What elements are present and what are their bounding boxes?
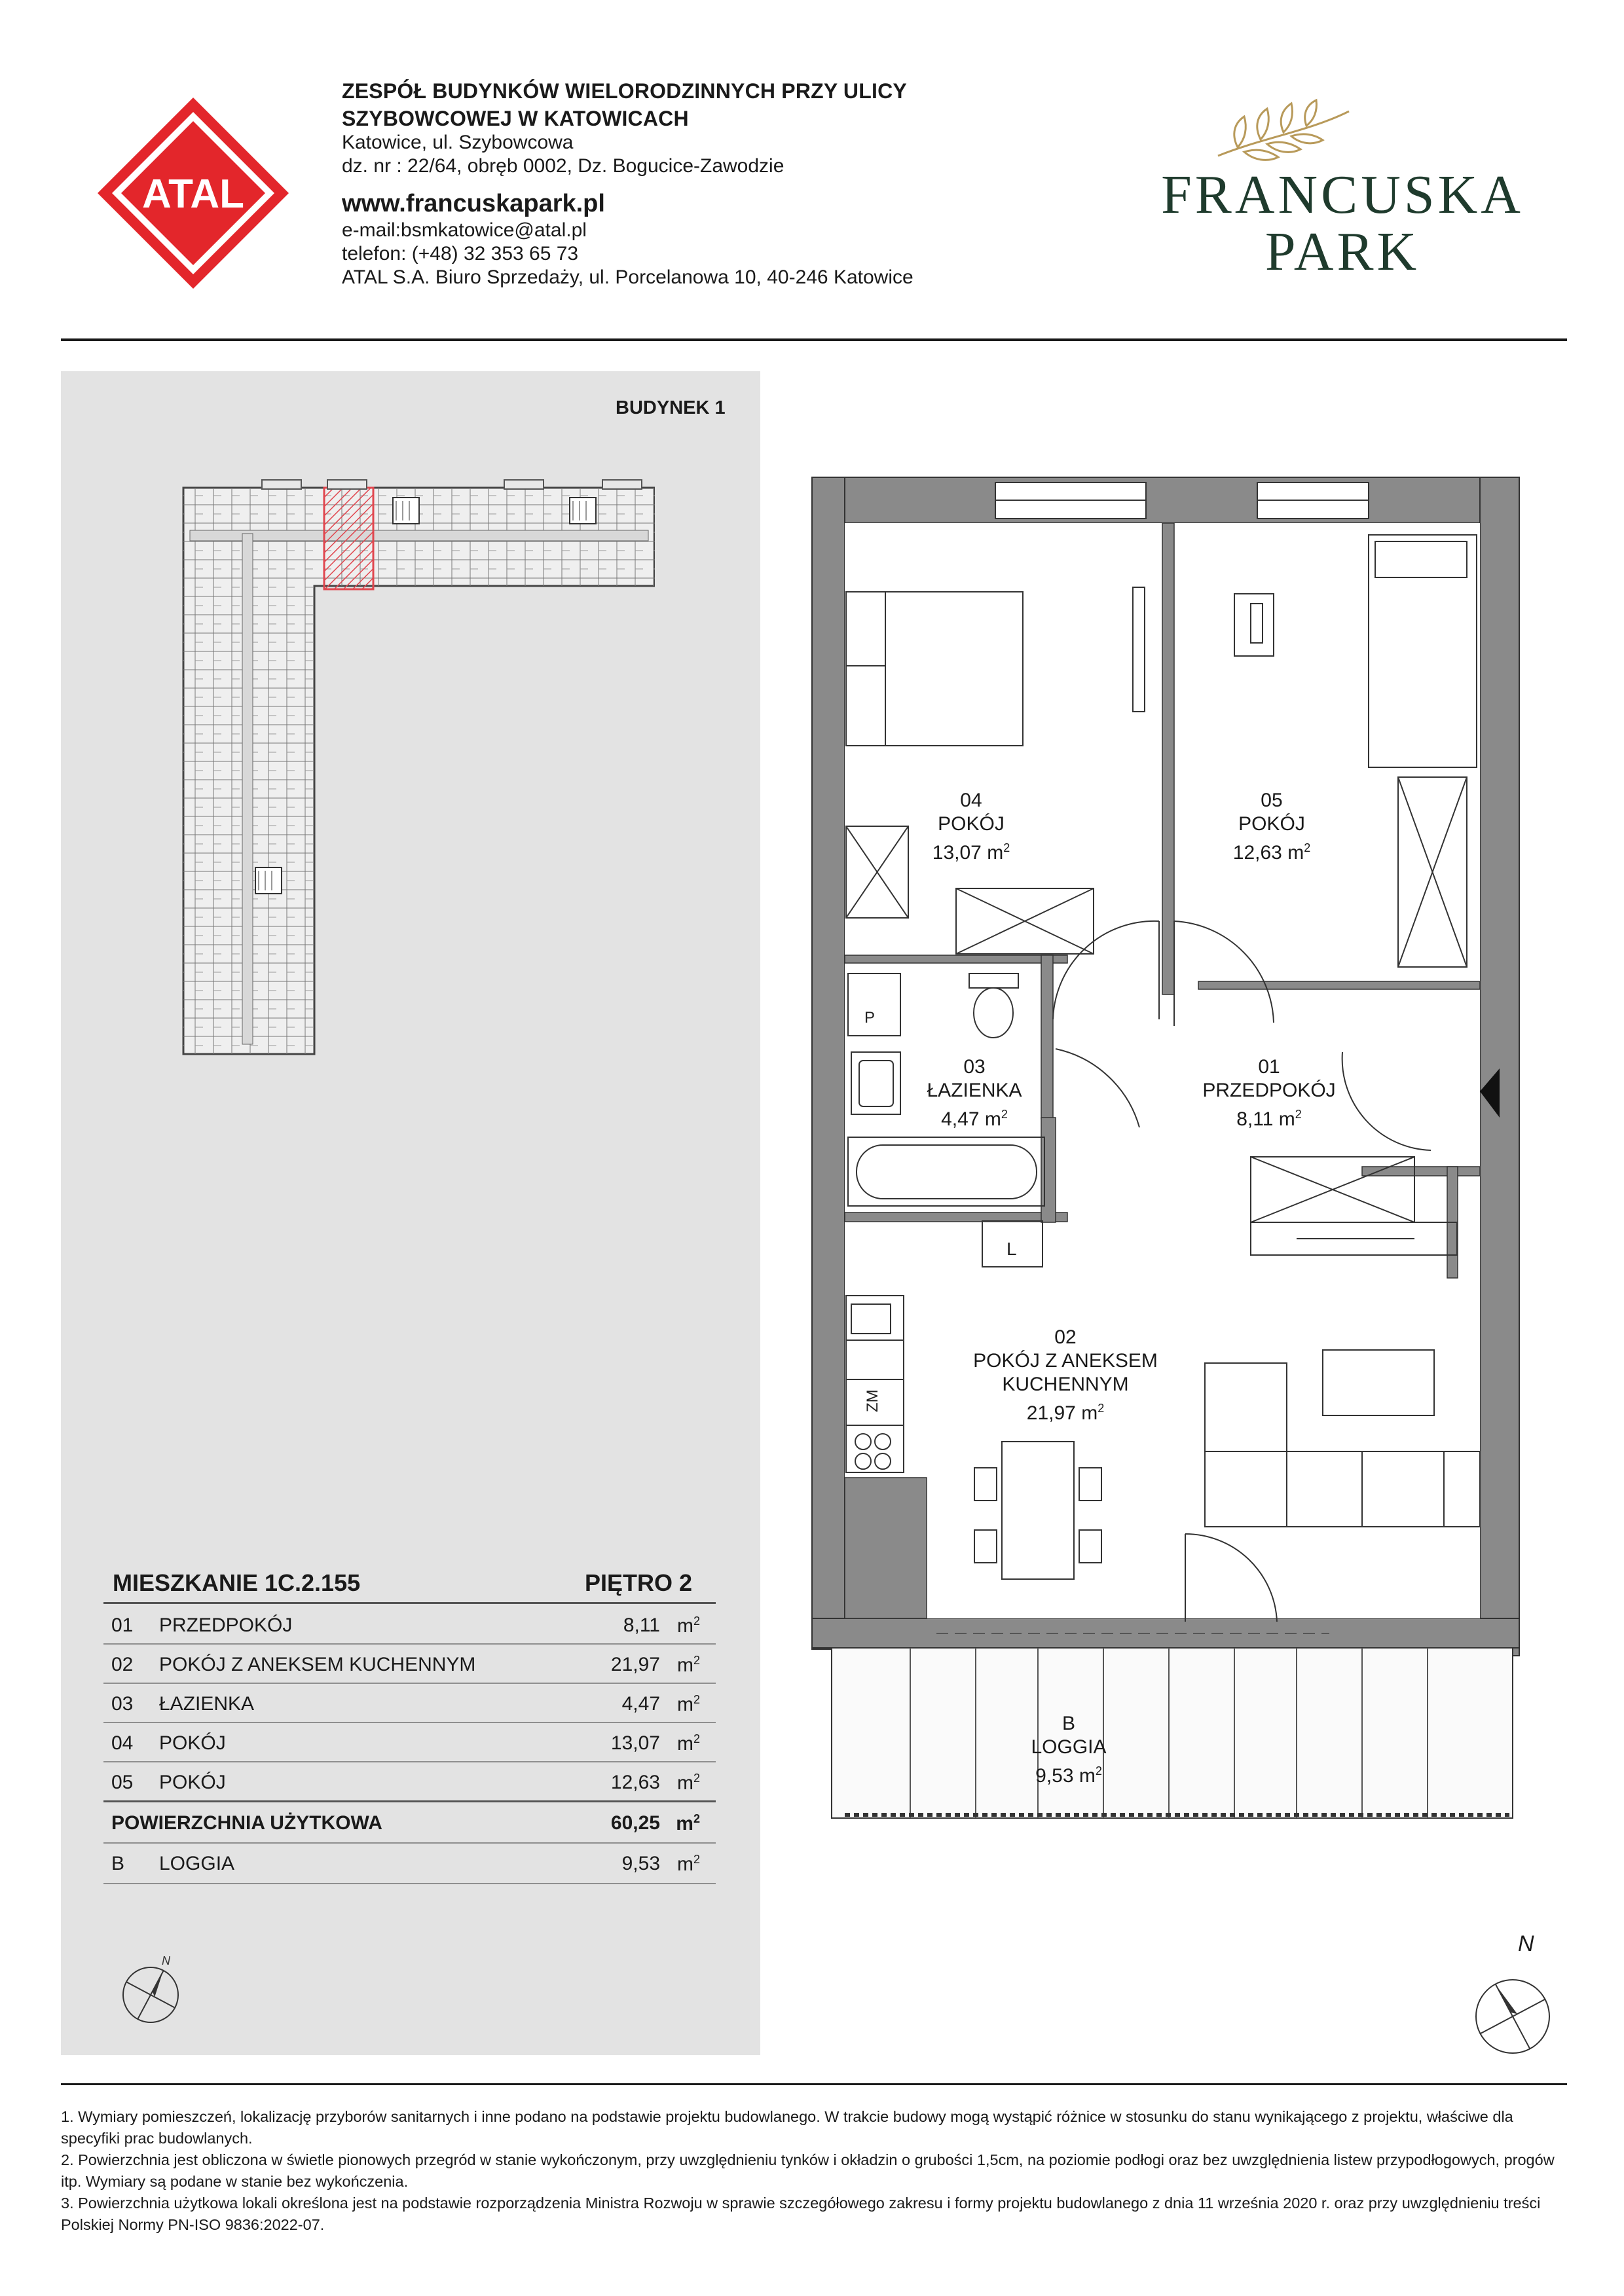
row-unit: $m^2$ xyxy=(676,1693,700,1715)
footnote: 1. Wymiary pomieszczeń, lokalizację przyborów sanitarnych i inne podano na podstawie projektu budowlanego. W trakcie budowy mogą wystąpić różnice w stosunku do stanu wynikającego z projektu, właściwe dla specyfiki prac budowlanych. xyxy=(61,2108,1513,2147)
row-unit: $m^2$ xyxy=(676,1614,700,1637)
north-label: N xyxy=(162,1954,170,1967)
footer-divider xyxy=(61,2083,1567,2085)
row-name: POKÓJ Z ANEKSEM KUCHENNYM xyxy=(159,1654,476,1675)
row-number: 02 xyxy=(111,1654,134,1675)
phone-number: telefon: (+48) 32 353 65 73 xyxy=(342,243,579,264)
row-name: PRZEDPOKÓJ xyxy=(159,1614,293,1636)
total-unit: $m^2$ xyxy=(676,1812,700,1834)
table-row xyxy=(103,1684,716,1722)
row-area: 21,97 xyxy=(610,1654,660,1675)
project-parcel: dz. nr : 22/64, obręb 0002, Dz. Bogucice-Zawodzie xyxy=(342,155,784,177)
table-row xyxy=(103,1844,716,1882)
room-04-label: 04 POKÓJ 13,07 $m^2$ xyxy=(932,790,1010,864)
loggia xyxy=(832,1648,1513,1818)
website-link[interactable]: www.francuskapark.pl xyxy=(342,190,605,217)
footnote: 2. Powierzchnia jest obliczona w świetle pionowych przegród w stanie wykończonym, przy uwzględnieniu tynków i okładzin o grubości 1,5cm, na poziomie podłogi oraz bez uwzględnienia listew przypodłogowych, progów itp. Wymiary są podane w stanie bez wykończenia. xyxy=(61,2151,1555,2190)
row-area: 8,11 xyxy=(623,1614,660,1636)
apartment-floor-plan xyxy=(805,469,1539,1831)
francuska-park-logo xyxy=(1153,98,1532,282)
project-title-line1: ZESPÓŁ BUDYNKÓW WIELORODZINNYCH PRZY ULICY xyxy=(342,79,907,103)
atal-logo xyxy=(95,95,291,291)
fridge-label: ZM xyxy=(864,1389,881,1412)
sales-office: ATAL S.A. Biuro Sprzedaży, ul. Porcelanowa 10, 40-246 Katowice xyxy=(342,266,913,288)
table-row xyxy=(103,1762,716,1800)
p-label: P xyxy=(864,1009,876,1027)
table-total-row xyxy=(103,1803,716,1841)
row-area: 13,07 xyxy=(610,1732,660,1754)
row-number: 01 xyxy=(111,1614,134,1636)
total-label: POWIERZCHNIA UŻYTKOWA xyxy=(111,1812,382,1834)
project-title xyxy=(342,77,907,132)
row-number: 04 xyxy=(111,1732,134,1754)
row-area: 12,63 xyxy=(610,1772,660,1793)
compass-icon xyxy=(1470,1974,1555,2059)
row-unit: $m^2$ xyxy=(676,1853,700,1875)
brand-name-line1: FRANCUSKA xyxy=(1161,164,1524,225)
row-name: ŁAZIENKA xyxy=(159,1693,255,1715)
table-bottom-rule xyxy=(103,1883,716,1884)
table-row xyxy=(103,1645,716,1683)
row-unit: $m^2$ xyxy=(676,1732,700,1755)
row-unit: $m^2$ xyxy=(676,1772,700,1794)
project-address: Katowice, ul. Szybowcowa xyxy=(342,132,574,153)
row-number: 05 xyxy=(111,1772,134,1793)
table-row xyxy=(103,1723,716,1761)
room-05-label: 05 POKÓJ 12,63 $m^2$ xyxy=(1232,790,1311,864)
footnotes xyxy=(61,2106,1567,2236)
row-area: 4,47 xyxy=(621,1693,660,1715)
room-b-label: B LOGGIA 9,53 $m^2$ xyxy=(1031,1713,1107,1787)
table-rule xyxy=(103,1800,716,1802)
room-03-label: 03 ŁAZIENKA 4,47 $m^2$ xyxy=(927,1056,1022,1130)
row-name: LOGGIA xyxy=(159,1853,235,1874)
header-divider xyxy=(61,338,1567,341)
total-area: 60,25 xyxy=(610,1812,660,1834)
room-02-label: 02 POKÓJ Z ANEKSEM KUCHENNYM 21,97 $m^2$ xyxy=(973,1326,1158,1424)
building-key-plan xyxy=(177,468,655,1057)
apartment-title: MIESZKANIE 1C.2.155 xyxy=(113,1569,361,1596)
row-unit: $m^2$ xyxy=(676,1654,700,1676)
row-name: POKÓJ xyxy=(159,1732,226,1754)
brand-name-line2: PARK xyxy=(1264,221,1420,282)
row-number: B xyxy=(111,1853,125,1874)
footnote: 3. Powierzchnia użytkowa lokali określona jest na podstawie rozporządzenia Ministra Rozwoju w sprawie szczegółowego zakresu i formy projektu budowlanego z dnia 11 września 2020 r. oraz przy uwzględnieniu treści Polskiej Normy PN-ISO 9836:2022-07. xyxy=(61,2195,1541,2233)
cabinet-label: L xyxy=(1006,1239,1017,1259)
table-row xyxy=(103,1605,716,1643)
row-area: 9,53 xyxy=(621,1853,660,1874)
row-number: 03 xyxy=(111,1693,134,1715)
compass-icon xyxy=(115,1954,187,2026)
row-name: POKÓJ xyxy=(159,1772,226,1793)
table-top-rule xyxy=(103,1602,716,1604)
email-link[interactable]: e-mail:bsmkatowice@atal.pl xyxy=(342,219,587,241)
laurel-icon xyxy=(1218,100,1349,160)
room-01-label: 01 PRZEDPOKÓJ 8,11 $m^2$ xyxy=(1202,1056,1336,1130)
atal-logo-text: ATAL xyxy=(141,172,245,217)
building-label: BUDYNEK 1 xyxy=(616,397,726,418)
highlighted-apartment xyxy=(324,488,373,589)
floor-label: PIĘTRO 2 xyxy=(585,1569,693,1596)
project-title-line2: SZYBOWCOWEJ W KATOWICACH xyxy=(342,107,689,130)
north-label: N xyxy=(1518,1931,1534,1956)
